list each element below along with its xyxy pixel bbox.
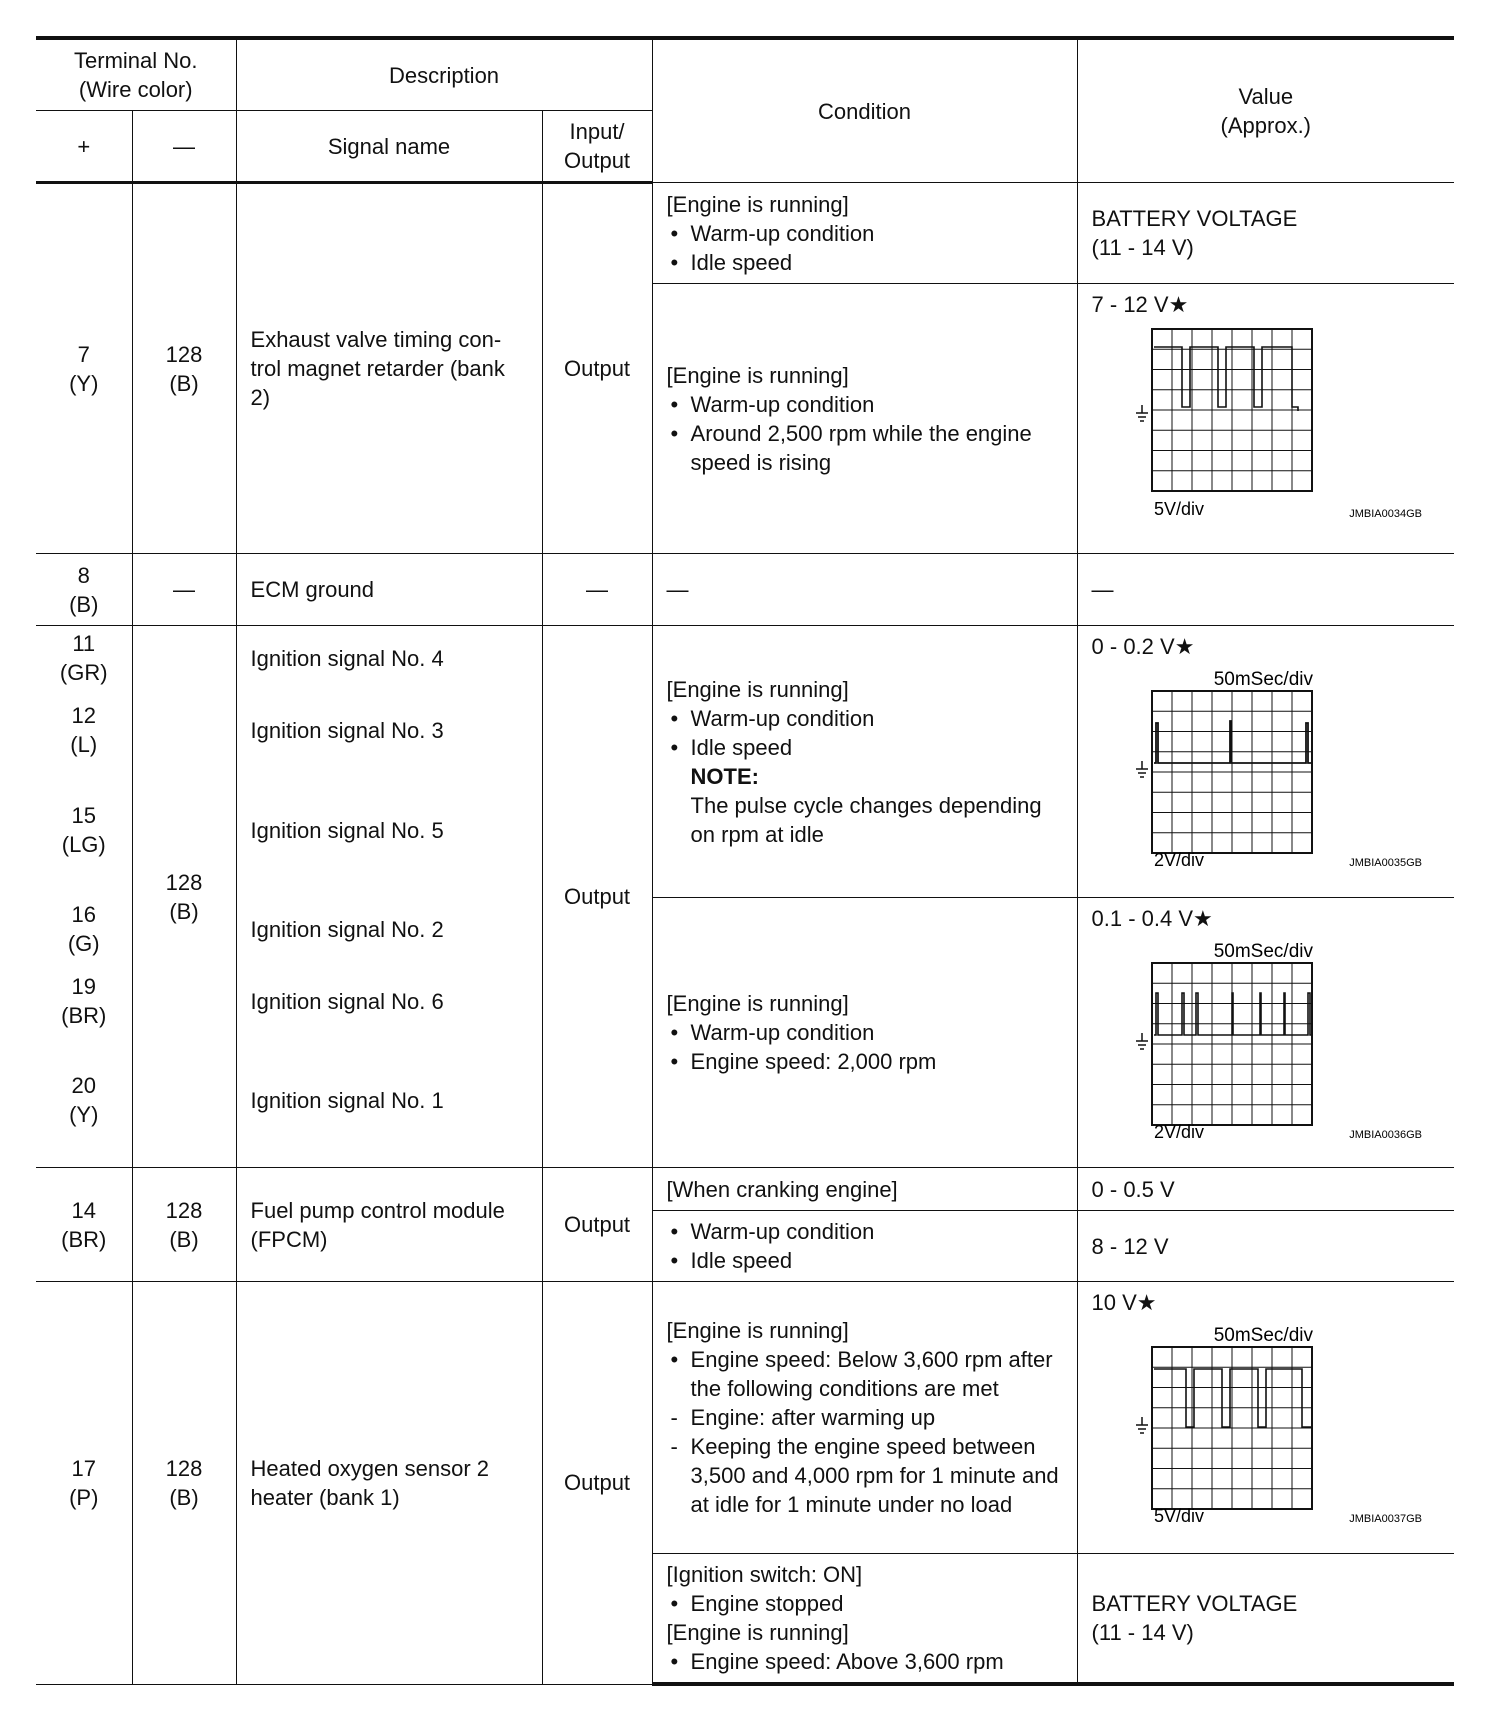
condition-item: • Idle speed [667, 1246, 1063, 1275]
figure-code: JMBIA0034GB [1348, 508, 1422, 520]
io-type: Output [542, 1168, 652, 1282]
terminal-plus: 20 (Y) [69, 1072, 99, 1127]
header-condition: Condition [652, 38, 1077, 183]
terminal-plus: 7 (Y) [36, 183, 132, 554]
condition-head: [Engine is running] [666, 362, 849, 388]
condition-item: • Idle speed [667, 733, 1063, 762]
time-scale-label: 50mSec/div [1213, 669, 1313, 690]
header-value: Value (Approx.) [1077, 38, 1454, 183]
ground-marker-icon [1136, 1417, 1148, 1433]
condition-cell: [When cranking engine] [652, 1168, 1077, 1211]
figure-code: JMBIA0035GB [1348, 857, 1422, 867]
condition-item: • Warm-up condition [667, 704, 1063, 733]
voltage-label: 0.1 - 0.4 V [1091, 906, 1194, 931]
condition-subitem: - Keeping the engine speed between 3,500 and 4,000 rpm for 1 minute and at idle for 1 minute under no load [667, 1432, 1063, 1519]
voltage-label: 0 - 0.2 V [1091, 634, 1175, 659]
io-type: Output [542, 1282, 652, 1685]
condition-cell [652, 284, 1077, 554]
header-terminal-no: Terminal No. (Wire color) [36, 38, 236, 111]
star-icon: ★ [1193, 906, 1213, 931]
terminal-minus: 128 (B) [132, 183, 236, 554]
condition-head: [Engine is running] [666, 991, 849, 1016]
oscilloscope-waveform [1092, 939, 1432, 1139]
terminal-minus: 128 (B) [132, 1282, 236, 1685]
terminal-plus-group [36, 626, 132, 1168]
condition-head: [Engine is running] [666, 676, 849, 702]
scope-grid [1152, 691, 1312, 853]
condition-item: • Warm-up condition [667, 390, 1063, 419]
scope-grid [1152, 963, 1312, 1125]
note-label: NOTE: [690, 763, 759, 789]
scope-grid [1152, 1347, 1312, 1509]
value-cell: 8 - 12 V [1077, 1211, 1454, 1282]
scale-label: 2V/div [1153, 1122, 1204, 1139]
io-type: — [542, 554, 652, 626]
signal-name-group [236, 626, 542, 1168]
condition-item: • Engine speed: Above 3,600 rpm [667, 1647, 1063, 1676]
condition-head: [Engine is running] [666, 1318, 849, 1343]
header-minus: — [132, 111, 236, 183]
terminal-minus: 128 (B) [132, 1168, 236, 1282]
figure-code: JMBIA0037GB [1348, 1513, 1422, 1523]
waveform-trace [1154, 347, 1298, 411]
condition-cell [652, 183, 1077, 284]
value-cell [1077, 626, 1454, 898]
condition-item: • Engine speed: 2,000 rpm [667, 1047, 1063, 1076]
condition-cell [652, 626, 1077, 898]
signal-name: Fuel pump control module (FPCM) [236, 1168, 542, 1282]
signal-name: Ignition signal No. 4 [250, 645, 444, 671]
condition-cell [652, 1211, 1077, 1282]
value-cell: BATTERY VOLTAGE (11 - 14 V) [1077, 183, 1454, 284]
value-cell [1077, 898, 1454, 1168]
condition-item: • Engine stopped [667, 1589, 1063, 1618]
time-scale-label: 50mSec/div [1213, 941, 1313, 962]
signal-name: ECM ground [236, 554, 542, 626]
signal-name: Heated oxygen sensor 2 heater (bank 1) [236, 1282, 542, 1685]
signal-name: Ignition signal No. 6 [250, 988, 444, 1014]
terminal-minus: 128 (B) [132, 626, 236, 1168]
value-cell: BATTERY VOLTAGE (11 - 14 V) [1077, 1554, 1454, 1685]
time-scale-label: 50mSec/div [1213, 1325, 1313, 1346]
header-description: Description [236, 38, 652, 111]
condition-cell [652, 1282, 1077, 1554]
star-icon: ★ [1174, 634, 1195, 659]
value-cell [1077, 284, 1454, 554]
condition-item: • Idle speed [667, 248, 1063, 277]
ground-marker-icon [1136, 1033, 1148, 1049]
star-icon: ★ [1136, 1290, 1157, 1315]
value-cell: 0 - 0.5 V [1077, 1168, 1454, 1211]
star-icon: ★ [1168, 292, 1189, 317]
header-plus: + [36, 111, 132, 183]
scale-label: 5V/div [1153, 499, 1204, 519]
terminal-plus: 17 (P) [36, 1282, 132, 1685]
signal-name: Ignition signal No. 3 [250, 717, 444, 743]
condition-cell [652, 898, 1077, 1168]
condition-item: • Warm-up condition [667, 1018, 1063, 1047]
io-type: Output [542, 626, 652, 1168]
condition-item: • Warm-up condition [667, 1217, 1063, 1246]
oscilloscope-waveform [1092, 667, 1432, 867]
terminal-plus: 15 (LG) [61, 802, 106, 857]
note-text: The pulse cycle changes depending on rpm at idle [690, 792, 1042, 847]
io-type: Output [542, 183, 652, 554]
scope-grid [1152, 329, 1312, 491]
condition-item: • Engine speed: Below 3,600 rpm after the following conditions are met [667, 1345, 1063, 1403]
signal-name: Ignition signal No. 2 [250, 916, 444, 942]
header-input-output: Input/ Output [542, 111, 652, 183]
condition-cell [652, 1554, 1077, 1685]
signal-name: Ignition signal No. 5 [250, 817, 444, 843]
signal-name: Exhaust valve timing con- trol magnet retarder (bank 2) [236, 183, 542, 554]
condition-cell: — [652, 554, 1077, 626]
header-signal-name: Signal name [236, 111, 542, 183]
voltage-label: 10 V [1091, 1290, 1137, 1315]
ecm-terminal-table [36, 36, 1454, 1686]
terminal-plus: 16 (G) [67, 901, 100, 956]
terminal-minus: — [132, 554, 236, 626]
value-cell [1077, 1282, 1454, 1554]
condition-subitem: - Engine: after warming up [667, 1403, 1063, 1432]
scale-label: 2V/div [1153, 850, 1204, 867]
condition-item: • Warm-up condition [667, 219, 1063, 248]
scale-label: 5V/div [1153, 1506, 1204, 1523]
terminal-plus: 12 (L) [70, 702, 98, 757]
value-cell: — [1077, 554, 1454, 626]
terminal-plus: 14 (BR) [36, 1168, 132, 1282]
terminal-plus: 8 (B) [36, 554, 132, 626]
condition-head: [Ignition switch: ON] [666, 1562, 863, 1587]
signal-name: Ignition signal No. 1 [250, 1087, 444, 1113]
figure-code: JMBIA0036GB [1348, 1129, 1422, 1139]
condition-item: • Around 2,500 rpm while the engine speed is rising [667, 419, 1063, 477]
condition-head: [Engine is running] [666, 1620, 849, 1645]
condition-head: [Engine is running] [666, 191, 849, 217]
oscilloscope-waveform [1092, 325, 1432, 521]
terminal-plus: 19 (BR) [61, 973, 107, 1028]
terminal-plus: 11 (GR) [59, 630, 108, 685]
oscilloscope-waveform [1092, 1323, 1432, 1523]
waveform-trace [1154, 993, 1311, 1035]
ground-marker-icon [1136, 761, 1148, 777]
ground-marker-icon [1136, 405, 1148, 421]
voltage-label: 7 - 12 V [1091, 292, 1169, 317]
